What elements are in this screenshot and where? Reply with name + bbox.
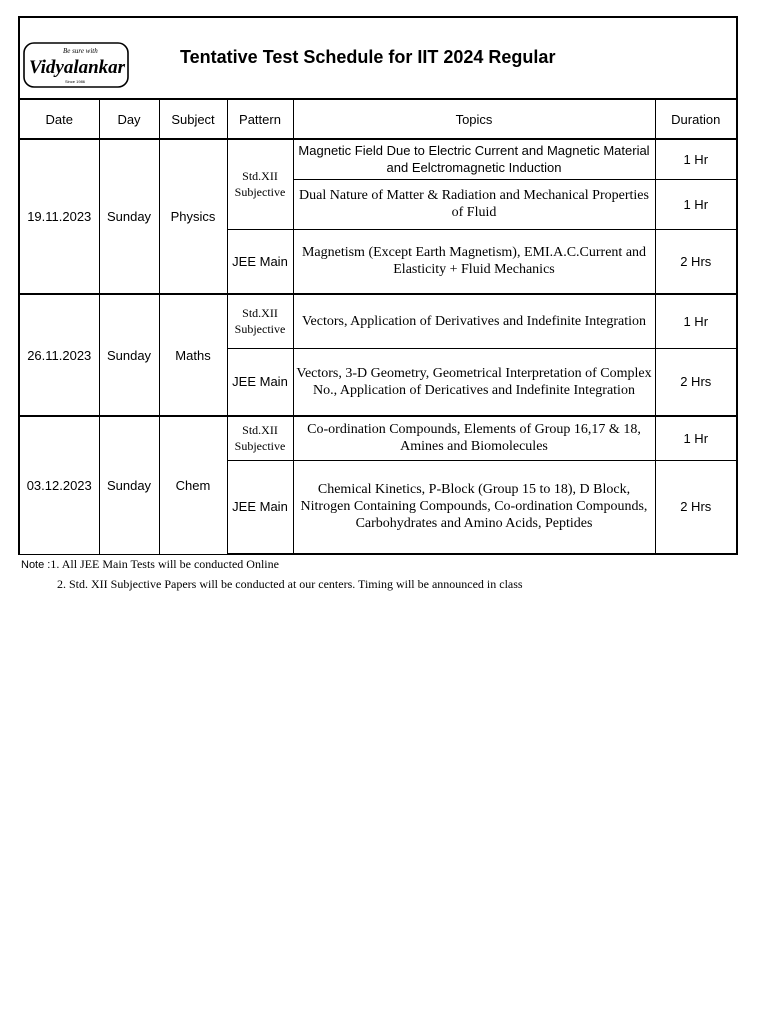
- svg-text:Be sure with: Be sure with: [63, 47, 98, 55]
- duration-cell: 1 Hr: [655, 139, 737, 179]
- col-header-duration: Duration: [655, 99, 737, 139]
- duration-cell: 1 Hr: [655, 294, 737, 348]
- topics-cell: Chemical Kinetics, P-Block (Group 15 to 18), D Block, Nitrogen Containing Compounds, Co-ordination Compounds, Carbohydrates and Amino Acids, Peptides: [293, 460, 655, 554]
- pattern-cell: Std.XII Subjective: [227, 139, 293, 229]
- col-header-pattern: Pattern: [227, 99, 293, 139]
- day-cell: Sunday: [99, 416, 159, 554]
- table-row: [19, 139, 737, 179]
- note-label: Note :: [21, 559, 51, 571]
- col-header-subject: Subject: [159, 99, 227, 139]
- vidyalankar-logo-icon: [23, 42, 129, 88]
- svg-text:Vidyalankar: Vidyalankar: [29, 57, 126, 78]
- subject-cell: Physics: [159, 139, 227, 294]
- table-row: [19, 416, 737, 460]
- page-title: Tentative Test Schedule for IIT 2024 Regular: [180, 47, 556, 67]
- duration-cell: 1 Hr: [655, 416, 737, 460]
- date-cell: 19.11.2023: [19, 139, 99, 294]
- schedule-table: [18, 16, 738, 555]
- pattern-cell: JEE Main: [227, 460, 293, 554]
- topics-cell: Magnetism (Except Earth Magnetism), EMI.A.C.Current and Elasticity + Fluid Mechanics: [293, 229, 655, 294]
- subject-cell: Chem: [159, 416, 227, 554]
- topics-cell: Vectors, 3-D Geometry, Geometrical Interpretation of Complex No., Application of Dericatives and Indefinite Integration: [293, 348, 655, 416]
- svg-text:Since 1986: Since 1986: [65, 79, 86, 84]
- note-1-text: 1. All JEE Main Tests will be conducted Online: [50, 557, 279, 571]
- pattern-cell: Std.XII Subjective: [227, 416, 293, 460]
- date-cell: 26.11.2023: [19, 294, 99, 416]
- pattern-cell: JEE Main: [227, 229, 293, 294]
- day-cell: Sunday: [99, 139, 159, 294]
- note-1: [21, 556, 523, 576]
- col-header-day: Day: [99, 99, 159, 139]
- pattern-cell: Std.XII Subjective: [227, 294, 293, 348]
- date-cell: 03.12.2023: [19, 416, 99, 554]
- note-2: 2. Std. XII Subjective Papers will be conducted at our centers. Timing will be announced in class: [57, 577, 523, 591]
- notes-section: [21, 556, 523, 596]
- duration-cell: 2 Hrs: [655, 460, 737, 554]
- topics-cell: Dual Nature of Matter & Radiation and Mechanical Properties of Fluid: [293, 179, 655, 229]
- duration-cell: 2 Hrs: [655, 229, 737, 294]
- duration-cell: 1 Hr: [655, 179, 737, 229]
- duration-cell: 2 Hrs: [655, 348, 737, 416]
- day-cell: Sunday: [99, 294, 159, 416]
- topics-cell: Vectors, Application of Derivatives and Indefinite Integration: [293, 294, 655, 348]
- subject-cell: Maths: [159, 294, 227, 416]
- topics-cell: Magnetic Field Due to Electric Current and Magnetic Material and Eelctromagnetic Induction: [293, 139, 655, 179]
- col-header-date: Date: [19, 99, 99, 139]
- title-cell: [19, 17, 737, 99]
- schedule-sheet: [18, 16, 736, 555]
- col-header-topics: Topics: [293, 99, 655, 139]
- topics-cell: Co-ordination Compounds, Elements of Group 16,17 & 18, Amines and Biomolecules: [293, 416, 655, 460]
- table-row: [19, 294, 737, 348]
- pattern-cell: JEE Main: [227, 348, 293, 416]
